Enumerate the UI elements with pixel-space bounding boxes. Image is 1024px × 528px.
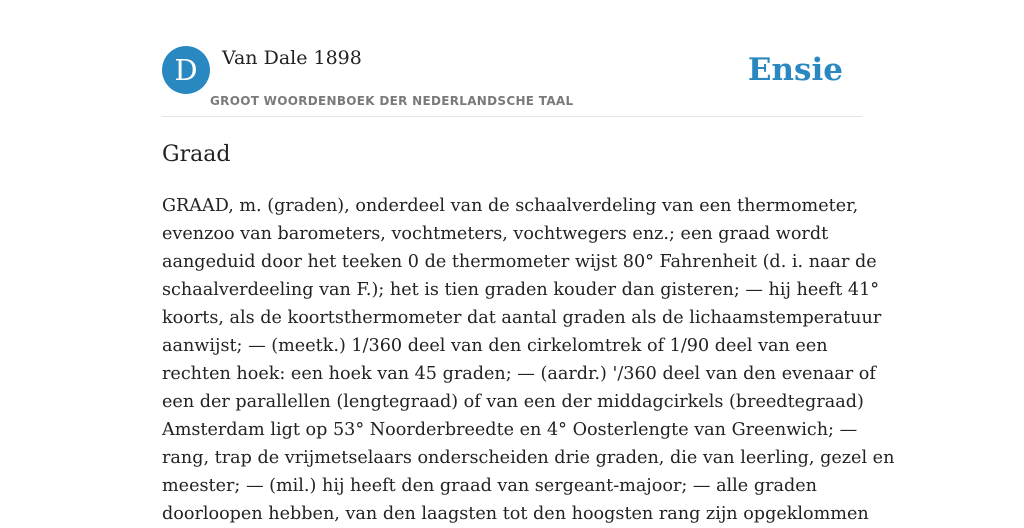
dictionary-logo-icon[interactable]: D <box>162 46 210 94</box>
definition-line: GRAAD, m. (graden), onderdeel van de schaalverdeling van een thermometer, <box>162 196 859 216</box>
entry-definition <box>162 192 895 528</box>
definition-line: koorts, als de koortsthermometer dat aantal graden als de lichaamstemperatuur <box>162 308 882 328</box>
definition-line: rechten hoek: een hoek van 45 graden; — (aardr.) '/360 deel van den evenaar of <box>162 364 876 384</box>
entry-title: Graad <box>162 142 231 167</box>
definition-line: aangeduid door het teeken 0 de thermometer wijst 80° Fahrenheit (d. i. naar de <box>162 252 877 272</box>
definition-line: een der parallellen (lengtegraad) of van een der middagcirkels (breedtegraad) <box>162 392 864 412</box>
definition-line: schaalverdeeling van F.); het is tien graden kouder dan gisteren; — hij heeft 41° <box>162 280 880 300</box>
dictionary-title[interactable]: Van Dale 1898 <box>222 47 362 69</box>
ensie-logo-link[interactable]: Ensie <box>747 52 843 88</box>
dictionary-header <box>162 46 862 117</box>
definition-line: evenzoo van barometers, vochtmeters, vochtwegers enz.; een graad wordt <box>162 224 829 244</box>
definition-line: meester; — (mil.) hij heeft den graad van sergeant-majoor; — alle graden <box>162 476 817 496</box>
dictionary-subtitle: GROOT WOORDENBOEK DER NEDERLANDSCHE TAAL <box>210 94 574 108</box>
definition-line: rang, trap de vrijmetselaars onderscheiden drie graden, die van leerling, gezel en <box>162 448 895 468</box>
definition-line: doorloopen hebben, van den laagsten tot den hoogsten rang zijn opgeklommen <box>162 504 869 524</box>
definition-line: aanwijst; — (meetk.) 1/360 deel van den cirkelomtrek of 1/90 deel van een <box>162 336 828 356</box>
definition-line: Amsterdam ligt op 53° Noorderbreedte en 4° Oosterlengte van Greenwich; — <box>162 420 858 440</box>
